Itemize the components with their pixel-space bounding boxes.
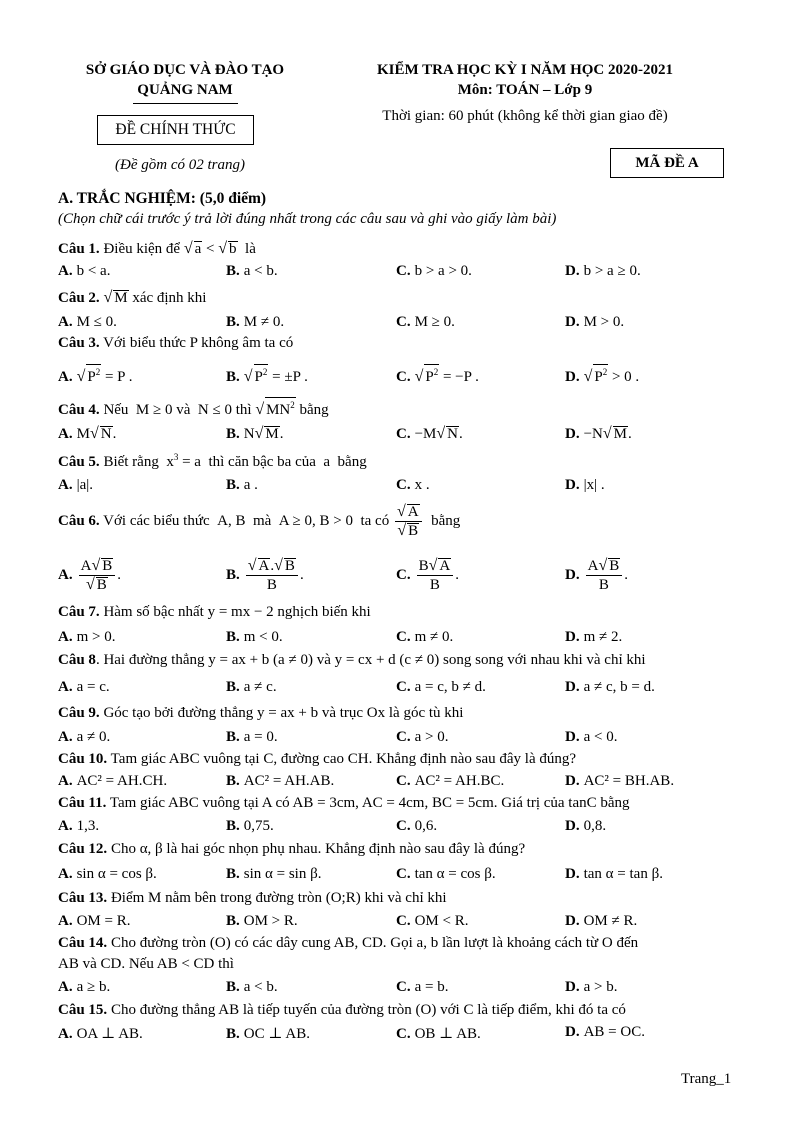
question-3-options [0,364,794,386]
question-label: Câu 4. [58,402,100,418]
option-a[interactable]: A. OA ⊥ AB. [58,1026,143,1042]
option-b[interactable]: B. a ≠ c. [226,679,277,695]
question-label: Câu 5. [58,454,100,470]
question-label: Câu 12. [58,841,108,857]
question-14-options [0,979,794,999]
question-text: Điểm M nằm bên trong đường tròn (O;R) khi và chỉ khi [110,890,447,906]
question-11-options [0,818,794,838]
option-d[interactable]: D. √ $P^2 > 0$ . [565,364,639,386]
question-1-options [0,263,794,283]
question-text: √ M xác định khi [103,289,207,306]
province-name: QUẢNG NAM [137,82,233,98]
question-label: Câu 2. [58,290,100,306]
question-10 [58,751,576,768]
option-a[interactable]: A. OM = R. [58,913,131,929]
option-d[interactable]: D. OM ≠ R. [565,913,638,929]
option-d[interactable]: D. a > b. [565,979,618,995]
option-b[interactable]: B. $\frac{√ A.√ B}{B}$ . [226,557,304,593]
option-c[interactable]: C. a = c, b ≠ d. [396,679,486,695]
option-c[interactable]: C. a = b. [396,979,449,995]
option-c[interactable]: C. m ≠ 0. [396,629,454,645]
question-text: Hàm số bậc nhất y = mx − 2 nghịch biến khi [103,604,371,620]
exam-title: KIỂM TRA HỌC KỲ I NĂM HỌC 2020-2021 [377,62,673,78]
question-5 [58,452,367,471]
option-d[interactable]: D. |x| . [565,477,605,493]
question-text: Nếu M ≥ 0 và N ≤ 0 thì √ $MN^2$ bằng [103,402,328,418]
option-b[interactable]: B. 0,75. [226,818,274,834]
option-b[interactable]: B. sin α = sin β. [226,866,322,882]
question-text: Cho đường thẳng AB là tiếp tuyến của đường tròn (O) với C là tiếp điểm, khi đó ta có [110,1002,626,1018]
question-label: Câu 13. [58,890,108,906]
option-d[interactable]: D. a < 0. [565,729,618,745]
question-14-text-line2: AB và CD. Nếu AB < CD thì [58,956,234,972]
question-4 [58,397,329,419]
option-c[interactable]: C. M ≥ 0. [396,314,455,330]
option-d[interactable]: D. M > 0. [565,314,625,330]
option-c[interactable]: C. AC² = AH.BC. [396,773,505,789]
option-b[interactable]: B. M ≠ 0. [226,314,285,330]
option-d[interactable]: D. AB = OC. [565,1024,645,1040]
question-text: Với biểu thức P không âm ta có [103,335,294,351]
department-block [60,60,310,104]
pages-note: (Đề gồm có 02 trang) [115,157,245,173]
exam-subject: Môn: TOÁN – Lớp 9 [457,82,593,98]
question-14 [58,935,638,952]
option-a[interactable]: A. √ $P^2 = P$ . [58,364,132,386]
option-c[interactable]: C. b > a > 0. [396,263,472,279]
option-c[interactable]: C. −M√ N. [396,425,463,442]
question-6-options [0,557,794,597]
option-a[interactable]: A. AC² = AH.CH. [58,773,168,789]
option-d[interactable]: D. a ≠ c, b = d. [565,679,655,695]
option-b[interactable]: B. √ $P^2 = \pm P$ . [226,364,308,386]
option-a[interactable]: A. M√ N. [58,425,117,442]
question-label: Câu 9. [58,705,100,721]
question-11 [58,795,630,812]
option-d[interactable]: D. $\frac{A√ B}{B}$ . [565,557,628,593]
question-10-options [0,773,794,793]
option-a[interactable]: A. 1,3. [58,818,100,834]
option-b[interactable]: B. a < b. [226,979,278,995]
question-label: Câu 7. [58,604,100,620]
question-6 [58,503,460,540]
question-label: Câu 3. [58,335,100,351]
exam-heading [345,60,705,100]
option-a[interactable]: A. |a|. [58,477,94,493]
option-d[interactable]: D. b > a ≥ 0. [565,263,641,279]
question-9-options [0,729,794,749]
question-label: Câu 8 [58,652,96,668]
option-b[interactable]: B. a = 0. [226,729,278,745]
option-c[interactable]: C. 0,6. [396,818,438,834]
question-15-options [0,1024,794,1044]
question-text: Cho đường tròn (O) có các dây cung AB, CD. Gọi a, b lần lượt là khoảng cách từ O đến [110,935,639,951]
option-a[interactable]: A. a ≠ 0. [58,729,111,745]
option-d[interactable]: D. −N√ M. [565,425,632,442]
option-b[interactable]: B. OM > R. [226,913,298,929]
option-c[interactable]: C. OB ⊥ AB. [396,1026,481,1042]
question-text: Với các biểu thức A, B mà A ≥ 0, B > 0 ta có $\frac{√ A}{√ B}$ bằng [103,503,461,539]
question-2-options [0,314,794,334]
header-divider [133,103,238,104]
option-b[interactable]: B. a . [226,477,258,493]
option-b[interactable]: B. AC² = AH.AB. [226,773,335,789]
option-d[interactable]: D. tan α = tan β. [565,866,663,882]
exam-code-badge: MÃ ĐỀ A [610,148,724,178]
question-label: Câu 1. [58,241,100,257]
option-d[interactable]: D. AC² = BH.AB. [565,773,675,789]
question-3 [58,335,293,352]
official-badge: ĐỀ CHÍNH THỨC [97,115,254,145]
option-d[interactable]: D. m ≠ 2. [565,629,623,645]
question-label: Câu 10. [58,751,108,767]
option-c[interactable]: C. $\frac{B√ A}{B}$ . [396,557,459,593]
question-text: . Hai đường thẳng y = ax + b (a ≠ 0) và y = cx + d (c ≠ 0) song song với nhau khi và chỉ khi [95,652,646,668]
option-a[interactable]: A. M ≤ 0. [58,314,117,330]
question-5-options [0,477,794,497]
option-a[interactable]: A. a = c. [58,679,110,695]
question-13 [58,890,447,907]
page-number: Trang_1 [681,1071,732,1087]
section-instructions: (Chọn chữ cái trước ý trả lời đúng nhất trong các câu sau và ghi vào giấy làm bài) [58,211,557,227]
option-d[interactable]: D. 0,8. [565,818,607,834]
option-a[interactable]: A. b < a. [58,263,111,279]
question-text: Điều kiện để √ a < √ b là [103,240,256,257]
section-title: A. TRẮC NGHIỆM: (5,0 điểm) [58,190,267,207]
question-4-options [0,425,794,447]
question-12-options [0,866,794,886]
option-c[interactable]: C. OM < R. [396,913,469,929]
question-9 [58,705,463,722]
option-c[interactable]: C. x . [396,477,430,493]
question-text: Tam giác ABC vuông tại A có AB = 3cm, AC = 4cm, BC = 5cm. Giá trị của tanC bằng [109,795,630,811]
option-a[interactable]: A. m > 0. [58,629,116,645]
question-text: Góc tạo bởi đường thẳng y = ax + b và trục Ox là góc tù khi [103,705,464,721]
option-b[interactable]: B. m < 0. [226,629,283,645]
question-7 [58,604,371,621]
question-15 [58,1002,626,1019]
question-text: Tam giác ABC vuông tại C, đường cao CH. Khẳng định nào sau đây là đúng? [110,751,577,767]
question-label: Câu 11. [58,795,107,811]
question-7-options [0,629,794,649]
option-a[interactable]: A. $\frac{A√ B}{√ B}$ . [58,557,121,593]
question-label: Câu 14. [58,935,108,951]
option-a[interactable]: A. a ≥ b. [58,979,111,995]
option-b[interactable]: B. OC ⊥ AB. [226,1026,310,1042]
question-8-options [0,679,794,699]
question-8 [58,652,646,669]
question-12 [58,841,525,858]
question-label: Câu 6. [58,512,100,529]
option-b[interactable]: B. N√ M. [226,425,284,442]
question-13-options [0,913,794,933]
option-b[interactable]: B. a < b. [226,263,278,279]
question-1 [58,240,256,258]
question-text: Cho α, β là hai góc nhọn phụ nhau. Khẳng định nào sau đây là đúng? [110,841,526,857]
option-a[interactable]: A. sin α = cos β. [58,866,157,882]
question-label: Câu 15. [58,1002,108,1018]
option-c[interactable]: C. √ $P^2 = -P$ . [396,364,479,386]
exam-time: Thời gian: 60 phút (không kể thời gian giao đề) [382,108,668,124]
option-c[interactable]: C. tan α = cos β. [396,866,496,882]
department-name: SỞ GIÁO DỤC VÀ ĐÀO TẠO [85,62,285,78]
option-c[interactable]: C. a > 0. [396,729,449,745]
question-text: Biết rằng $x^3 = a$ thì căn bậc ba của a bằng [103,452,367,470]
question-2 [58,289,206,307]
